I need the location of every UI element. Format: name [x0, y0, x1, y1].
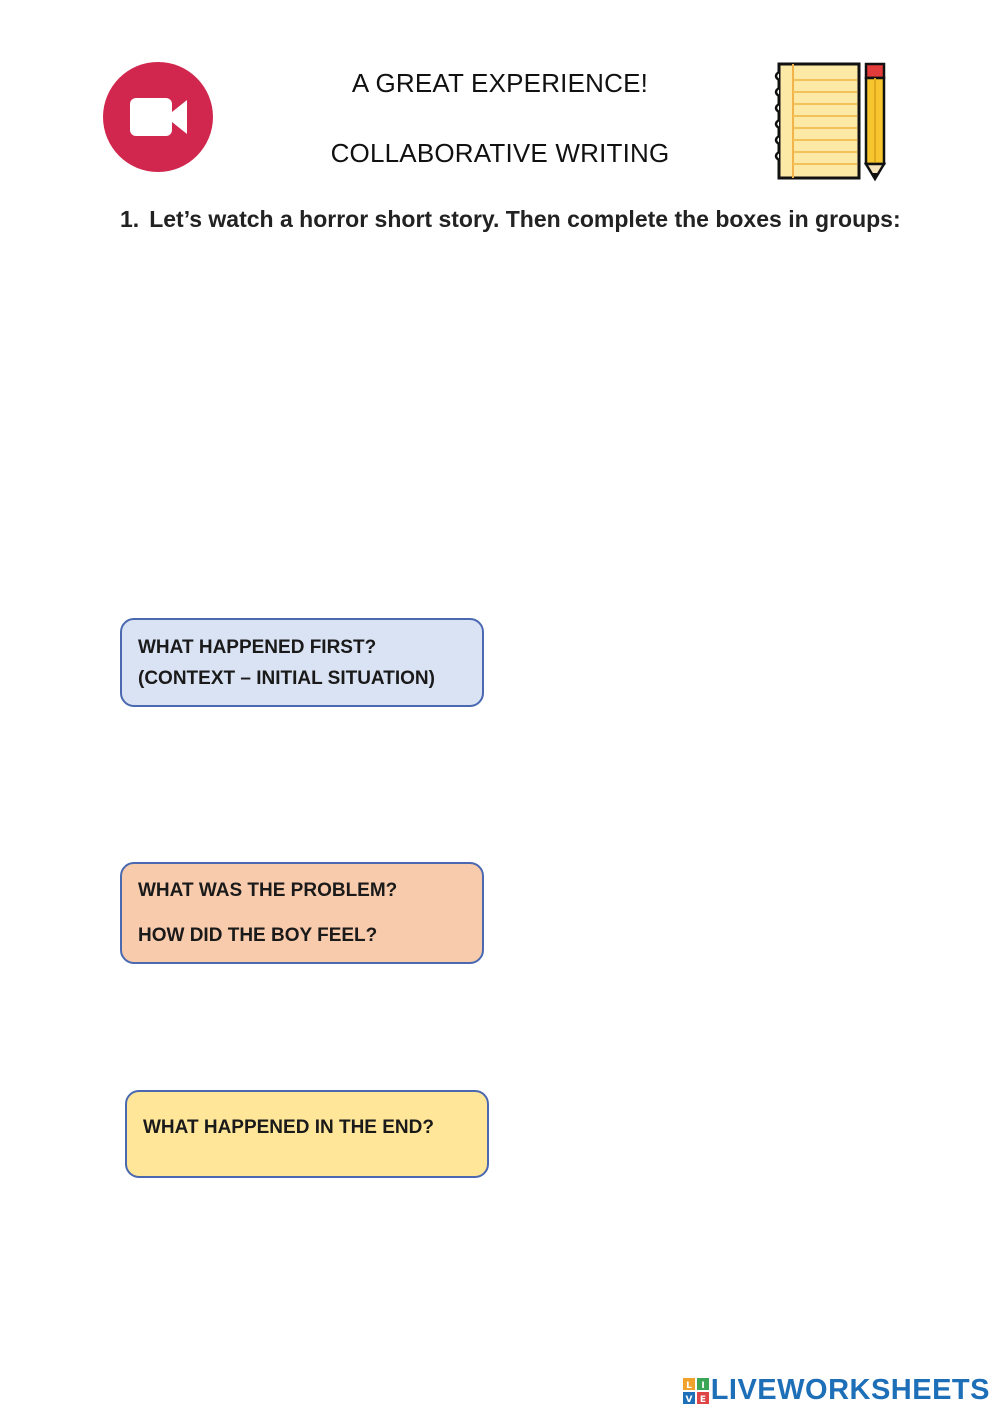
svg-text:L: L	[685, 1380, 692, 1391]
brand-text: LIVEWORKSHEETS	[710, 1374, 990, 1406]
box-first-line1: WHAT HAPPENED FIRST?	[138, 637, 377, 658]
liveworksheets-logo-icon	[683, 1378, 709, 1404]
box-end-line1: WHAT HAPPENED IN THE END?	[143, 1117, 434, 1138]
page-subtitle: COLLABORATIVE WRITING	[330, 138, 670, 168]
video-camera-icon	[103, 62, 213, 172]
box-first-line2: (CONTEXT – INITIAL SITUATION)	[138, 668, 435, 689]
instruction	[120, 206, 901, 233]
svg-text:E: E	[699, 1394, 706, 1404]
box-what-happened-in-the-end	[125, 1090, 489, 1178]
svg-text:V: V	[685, 1394, 693, 1404]
liveworksheets-brand	[683, 1374, 990, 1407]
instruction-number: 1.	[120, 206, 140, 232]
instruction-text: Let’s watch a horror short story. Then complete the boxes in groups:	[149, 206, 901, 232]
box-problem-line1: WHAT WAS THE PROBLEM?	[138, 880, 398, 901]
box-problem-line2: HOW DID THE BOY FEEL?	[138, 925, 378, 946]
notebook-pencil-icon	[773, 62, 888, 182]
box-what-was-the-problem	[120, 862, 484, 964]
box-what-happened-first	[120, 618, 484, 707]
svg-text:I: I	[701, 1380, 705, 1391]
page-title: A GREAT EXPERIENCE!	[351, 68, 649, 98]
